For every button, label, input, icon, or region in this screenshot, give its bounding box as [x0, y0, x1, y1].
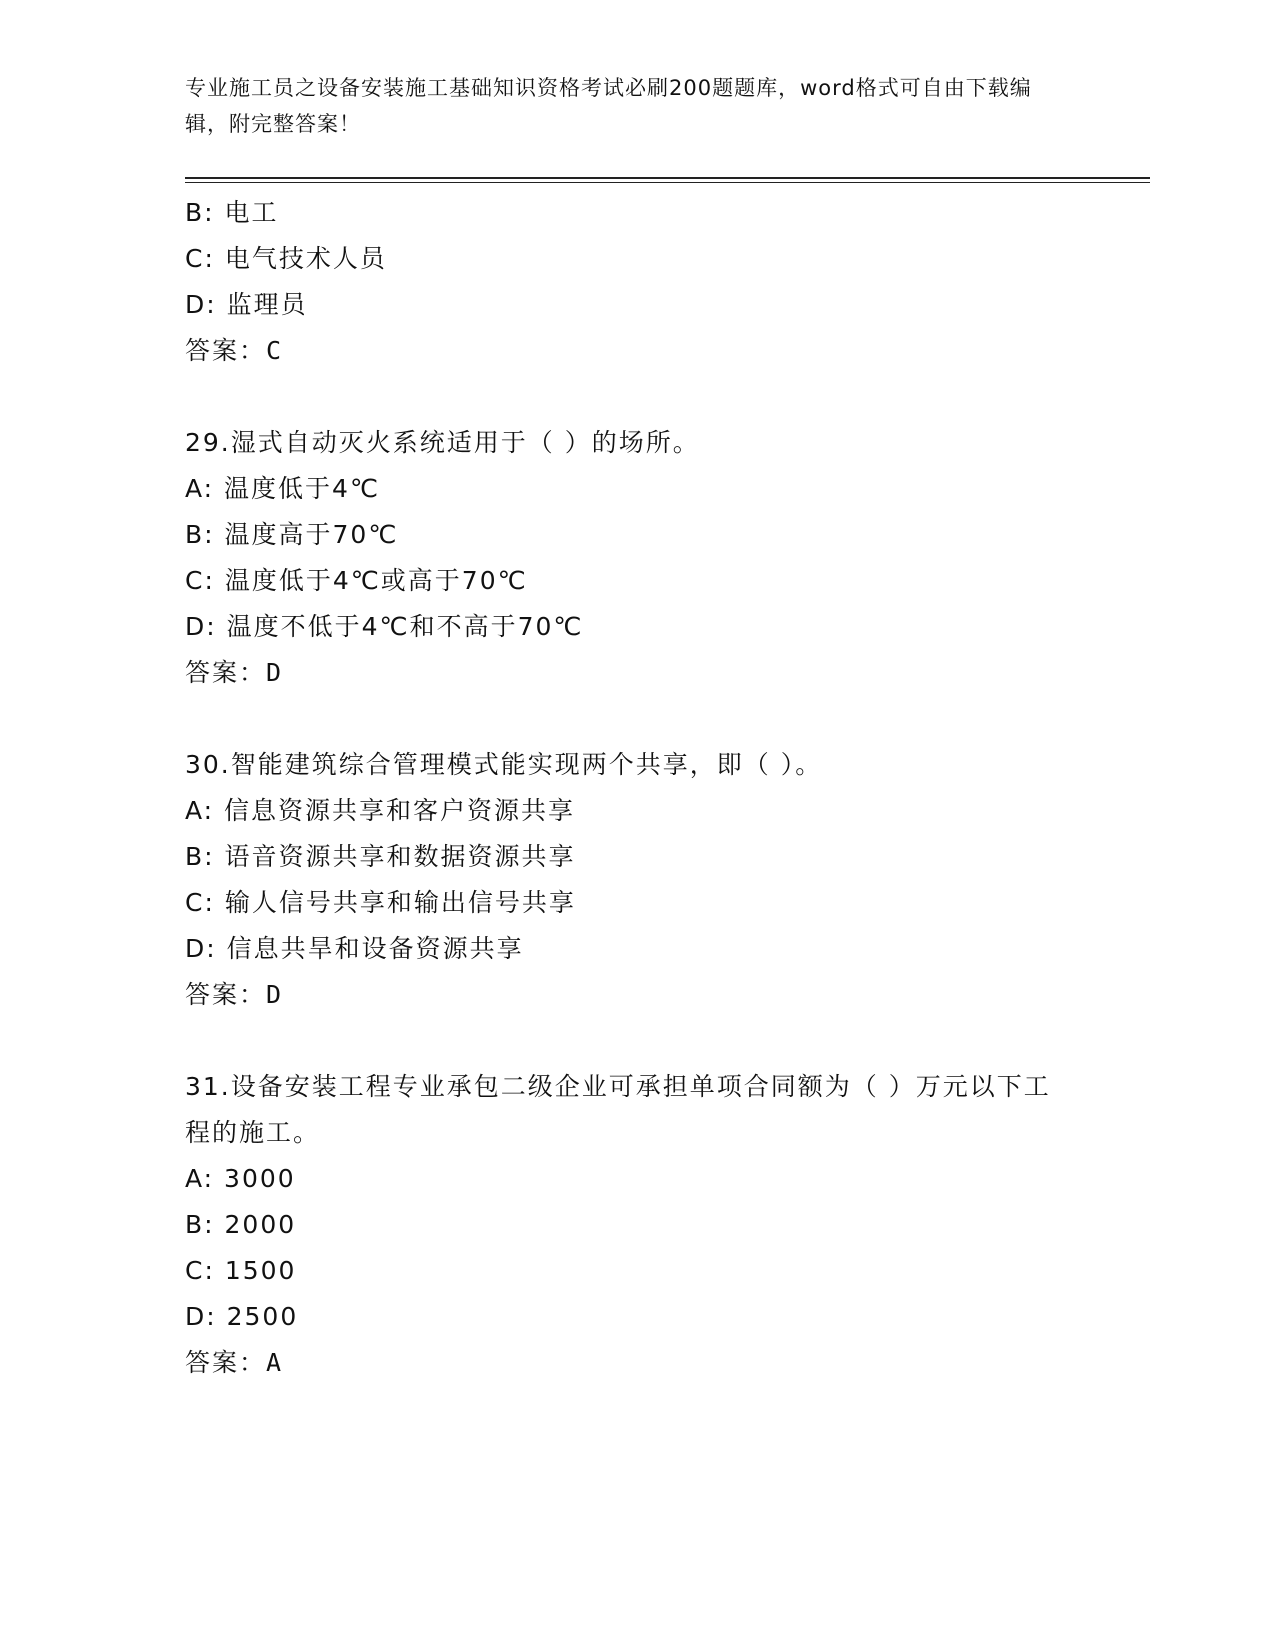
option-c: C: 1500	[185, 1256, 297, 1285]
option-d: D: 监理员	[185, 290, 308, 319]
option-b: B: 语音资源共享和数据资源共享	[185, 842, 576, 871]
answer-label: 答案：	[185, 1348, 267, 1377]
header-divider	[185, 177, 1150, 179]
option-c: C: 输人信号共享和输出信号共享	[185, 888, 576, 917]
spacer	[185, 696, 1085, 742]
option-d: D: 信息共旱和设备资源共享	[185, 934, 524, 963]
option-c: C: 温度低于4℃或高于70℃	[185, 566, 528, 595]
spacer	[185, 1018, 1085, 1064]
question-title: 29.湿式自动灭火系统适用于（ ）的场所。	[185, 428, 700, 457]
answer-label: 答案：	[185, 658, 267, 687]
answer-value: A	[266, 1348, 284, 1377]
question-title: 30.智能建筑综合管理模式能实现两个共享，即（ ）。	[185, 750, 823, 779]
answer-label: 答案：	[185, 980, 267, 1009]
answer-line	[185, 1340, 1085, 1386]
answer-value: C	[266, 336, 284, 365]
document-header-title: 专业施工员之设备安装施工基础知识资格考试必刷200题题库，word格式可自由下载编辑，附完整答案！	[185, 76, 1032, 136]
question-28-continued	[185, 190, 1085, 374]
answer-line	[185, 650, 1085, 696]
question-29	[185, 420, 1085, 696]
header-divider-thin	[185, 182, 1150, 183]
option-d: D: 2500	[185, 1302, 299, 1331]
option-a: A: 温度低于4℃	[185, 474, 381, 503]
answer-line	[185, 972, 1085, 1018]
answer-label: 答案：	[185, 336, 267, 365]
answer-value: D	[266, 658, 284, 687]
question-30	[185, 742, 1085, 1018]
question-title: 31.设备安装工程专业承包二级企业可承担单项合同额为（ ）万元以下工程的施工。	[185, 1072, 1051, 1147]
option-c: C: 电气技术人员	[185, 244, 387, 273]
question-31	[185, 1064, 1085, 1386]
answer-line	[185, 328, 1085, 374]
option-d: D: 温度不低于4℃和不高于70℃	[185, 612, 584, 641]
option-a: A: 信息资源共享和客户资源共享	[185, 796, 576, 825]
option-b: B: 温度高于70℃	[185, 520, 399, 549]
option-b: B: 电工	[185, 198, 279, 227]
option-a: A: 3000	[185, 1164, 296, 1193]
spacer	[185, 374, 1085, 420]
answer-value: D	[266, 980, 284, 1009]
option-b: B: 2000	[185, 1210, 297, 1239]
question-content	[185, 190, 1085, 1386]
